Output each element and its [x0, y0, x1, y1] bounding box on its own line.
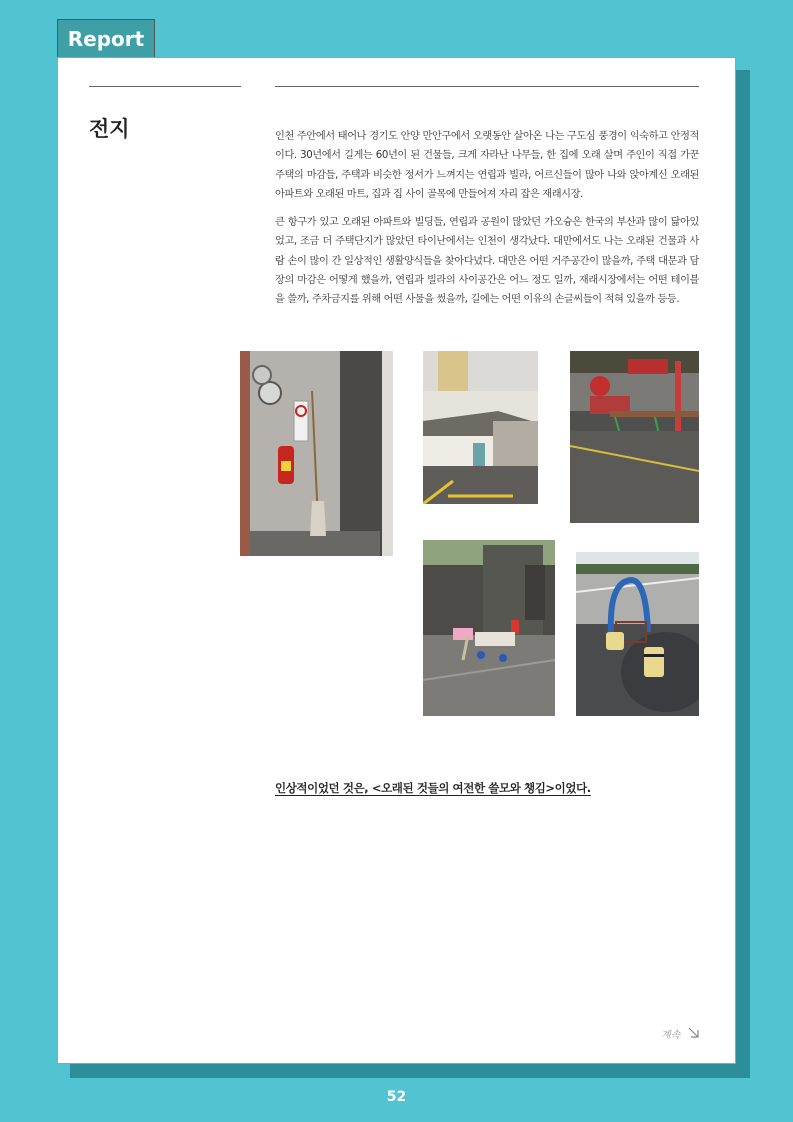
- continue-link[interactable]: [661, 1026, 699, 1041]
- corner-building-photo: [423, 351, 538, 504]
- report-tab: Report: [57, 19, 155, 57]
- conclusion-text: 인상적이었던 것은, <오래된 것들의 여전한 쓸모와 챙김>이었다.: [275, 781, 591, 795]
- arrow-down-right-icon: [688, 1027, 699, 1041]
- alley-fire-extinguisher-photo: [240, 351, 393, 556]
- paragraph-2: 큰 항구가 있고 오래된 아파트와 빌딩들, 연립과 공원이 많았던 가오슝은 한국의 부산과 많이 닮아있었고, 조금 더 주택단지가 많았던 타이난에서는 인천이 생각났다. 대만에서도 나는 오래된 건물과 사람 손이 많이 간 일상적인 생활양식들을 찾아다녔다. 대만은 어떤 거주공간이 많을까, 주택 대문과 담장의 마감은 어떻게 했을까, 연립과 빌라의 사이공간은 어느 정도 일까, 재래시장에서는 어떤 테이블을 쓸까, 주차금지를 위해 어떤 사물을 썼을까, 길에는 어떤 이유의 손글씨들이 적혀 있을까 등등.: [275, 217, 699, 306]
- section-title: 전지: [89, 117, 130, 141]
- market-tables-photo: [570, 351, 699, 523]
- title-rule: [89, 86, 241, 87]
- page-number: 52: [386, 1089, 407, 1105]
- parking-barrier-photo: [576, 552, 699, 716]
- paragraph-1: 인천 주안에서 태어나 경기도 안양 만안구에서 오랫동안 살아온 나는 구도심 풍경이 익숙하고 안정적이다. 30년에서 길게는 60년이 된 건물들, 크게 자라난 나무들, 한 집에 오래 살며 주인이 직접 가꾼 주택의 마감들, 주택과 비슷한 정서가 느껴지는 연립과 빌라, 어르신들이 많아 나와 앉아계신 오래된 아파트와 오래된 마트, 집과 집 사이 골목에 만들어져 자리 잡은 재래시장.: [275, 131, 699, 200]
- continue-label: 계속: [661, 1030, 681, 1041]
- body-rule: [275, 86, 699, 87]
- shopfront-cart-photo: [423, 540, 555, 716]
